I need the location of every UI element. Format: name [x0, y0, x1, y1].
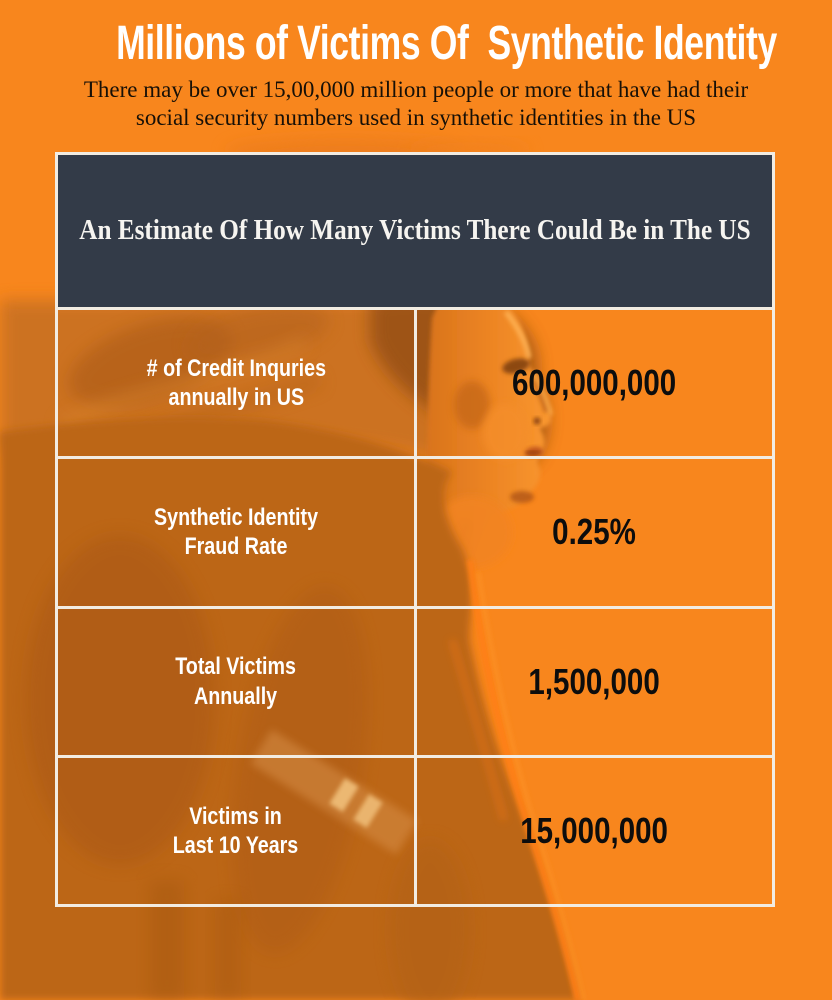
- row-label: [154, 503, 318, 562]
- table-row-victims-last-10-years: [58, 758, 772, 904]
- row-value-cell: [414, 609, 772, 755]
- subtitle-line-2: social security numbers used in synthetic identities in the US: [135, 105, 697, 131]
- page-subtitle: [0, 76, 832, 132]
- row-value: 15,000,000: [520, 809, 669, 851]
- row-value-cell: [414, 459, 772, 605]
- subtitle-line-1: There may be over 15,00,000 million people or more that have had their: [83, 77, 749, 102]
- page-title: [0, 18, 832, 71]
- page-title-text: Millions of Victims Of Synthetic Identity: [116, 17, 777, 70]
- row-label-line1: Total Victims: [175, 653, 297, 681]
- table-row-fraud-rate: [58, 459, 772, 608]
- row-label: [173, 802, 298, 861]
- row-value: 1,500,000: [528, 660, 661, 702]
- row-label: [176, 652, 297, 711]
- row-label-line2: Last 10 Years: [173, 831, 299, 859]
- table-row-credit-inquiries: [58, 310, 772, 459]
- row-label-line2: annually in US: [168, 384, 304, 412]
- row-label-line2: Annually: [194, 682, 278, 710]
- row-label-cell: [58, 609, 414, 755]
- row-label-cell: [58, 459, 414, 605]
- table-row-total-victims-annually: [58, 609, 772, 758]
- row-label: [146, 354, 325, 413]
- row-label-line1: Synthetic Identity: [153, 504, 319, 532]
- row-label-cell: [58, 758, 414, 904]
- row-label-cell: [58, 310, 414, 456]
- row-value: 600,000,000: [512, 362, 677, 404]
- row-label-line1: # of Credit Inquries: [146, 354, 326, 382]
- table-header-text: An Estimate Of How Many Victims There Could Be in The US: [79, 215, 751, 246]
- row-label-line1: Victims in: [189, 802, 283, 830]
- estimates-table: [55, 152, 775, 907]
- row-value-cell: [414, 310, 772, 456]
- row-value: 0.25%: [552, 511, 637, 553]
- row-value-cell: [414, 758, 772, 904]
- table-header: [58, 155, 772, 310]
- row-label-line2: Fraud Rate: [184, 533, 288, 561]
